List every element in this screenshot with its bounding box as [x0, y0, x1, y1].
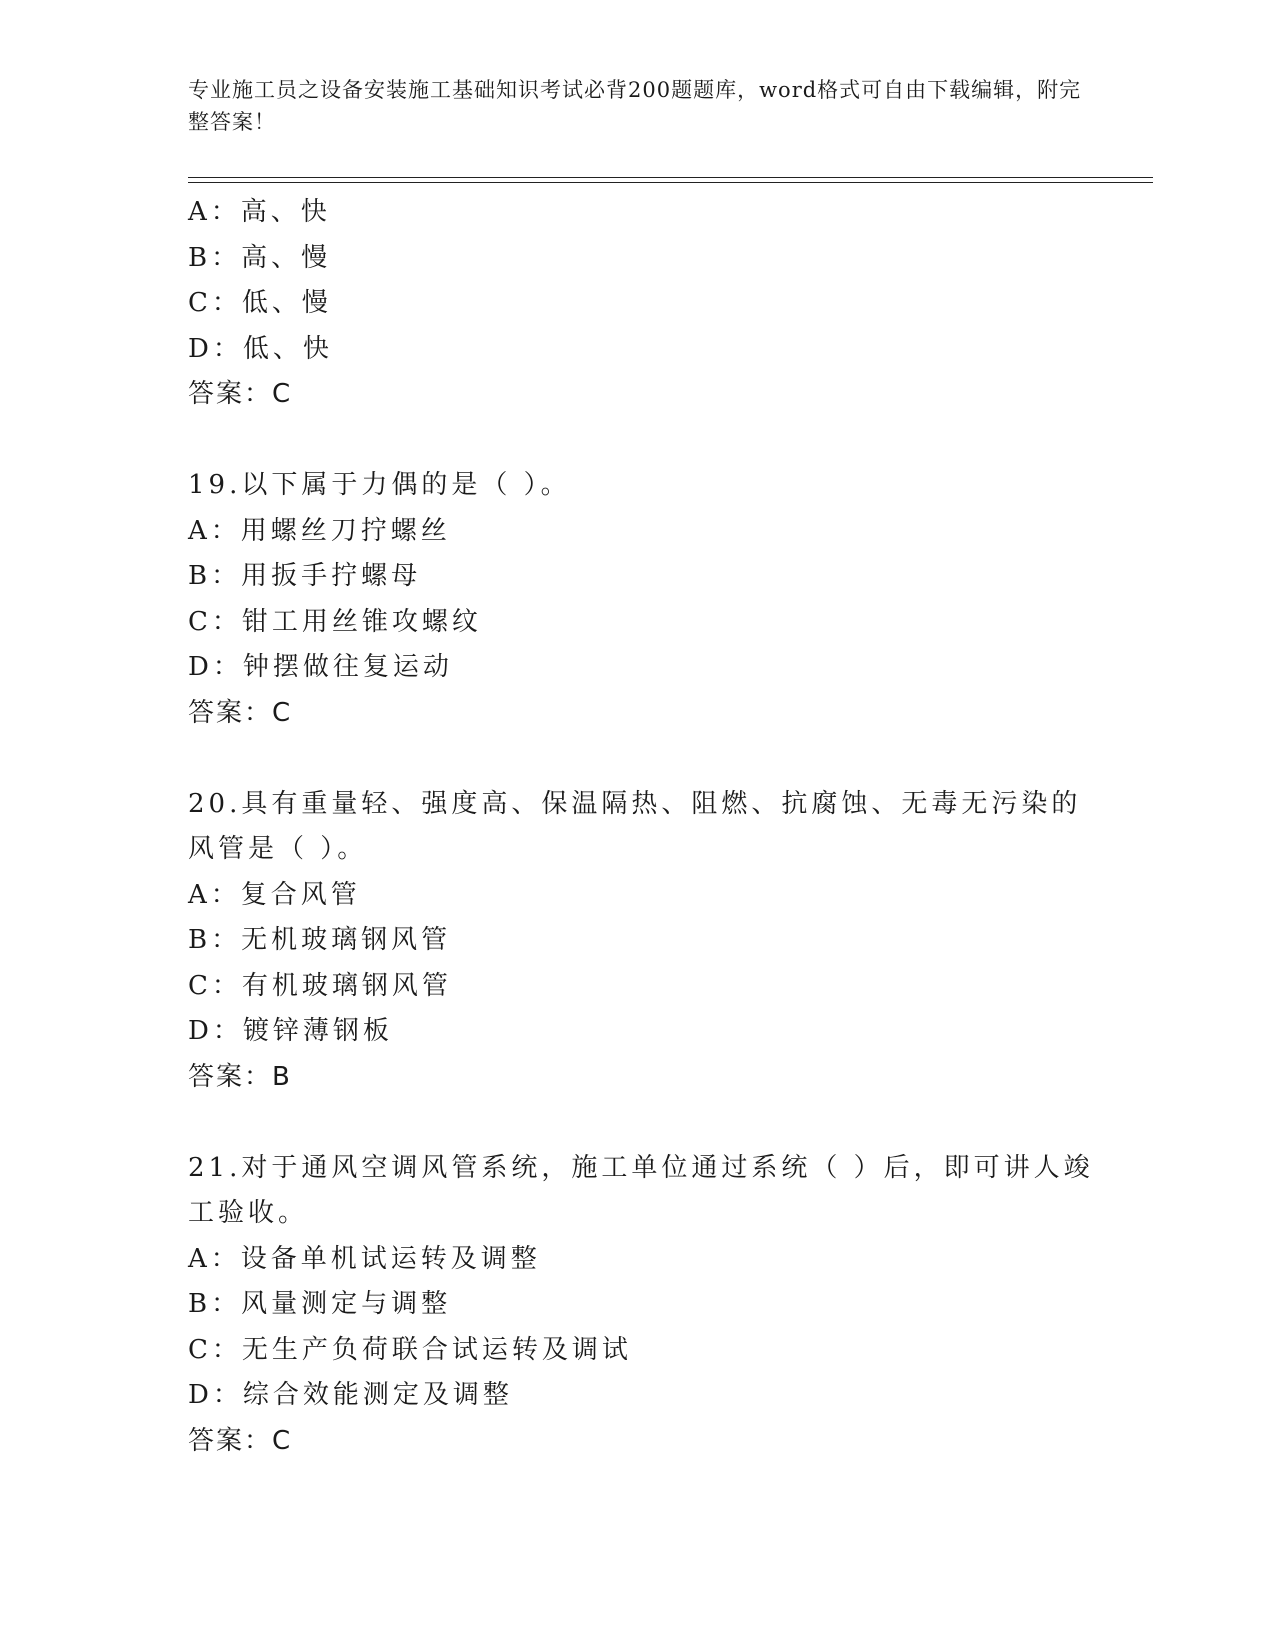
- option-c: C：有机玻璃钢风管: [188, 970, 452, 1001]
- question-block-21: [188, 1146, 1108, 1465]
- header-rule-bottom: [188, 182, 1153, 183]
- question-text: 20.具有重量轻、强度高、保温隔热、阻燃、抗腐蚀、无毒无污染的风管是（ ）。: [188, 788, 1082, 864]
- question-text: 21.对于通风空调风管系统，施工单位通过系统（ ）后，即可讲人竣工验收。: [188, 1152, 1094, 1228]
- document-title: 专业施工员之设备安装施工基础知识考试必背200题题库，word格式可自由下载编辑，附完整答案！: [188, 78, 1082, 134]
- option-d: D：镀锌薄钢板: [188, 1016, 393, 1046]
- option-a: A：高、快: [188, 197, 331, 227]
- option-a: A：用螺丝刀拧螺丝: [188, 515, 451, 546]
- option-c: C：低、慢: [188, 288, 332, 318]
- option-c: C：钳工用丝锥攻螺纹: [188, 606, 482, 637]
- option-b: B：用扳手拧螺母: [188, 561, 422, 591]
- option-b: B：风量测定与调整: [188, 1289, 452, 1319]
- option-d: D：综合效能测定及调整: [188, 1380, 513, 1410]
- spacer: [188, 418, 1108, 464]
- answer-line: 答案：B: [188, 1061, 292, 1092]
- option-a: A：设备单机试运转及调整: [188, 1243, 541, 1274]
- header-rule-top: [188, 177, 1153, 178]
- document-header: [188, 74, 1088, 138]
- answer-line: 答案：C: [188, 697, 293, 728]
- question-text: 19.以下属于力偶的是（ ）。: [188, 470, 571, 500]
- question-block-20: [188, 782, 1108, 1101]
- spacer: [188, 736, 1108, 782]
- option-a: A：复合风管: [188, 879, 361, 910]
- answer-line: 答案：C: [188, 1425, 293, 1456]
- option-b: B：无机玻璃钢风管: [188, 925, 452, 955]
- option-b: B：高、慢: [188, 242, 332, 273]
- question-block-18: [188, 190, 1108, 418]
- answer-line: 答案：C: [188, 379, 293, 409]
- spacer: [188, 1100, 1108, 1146]
- question-block-19: [188, 463, 1108, 736]
- question-list: [188, 190, 1108, 1464]
- option-d: D：钟摆做往复运动: [188, 652, 453, 682]
- option-d: D：低、快: [188, 333, 333, 364]
- option-c: C：无生产负荷联合试运转及调试: [188, 1334, 632, 1365]
